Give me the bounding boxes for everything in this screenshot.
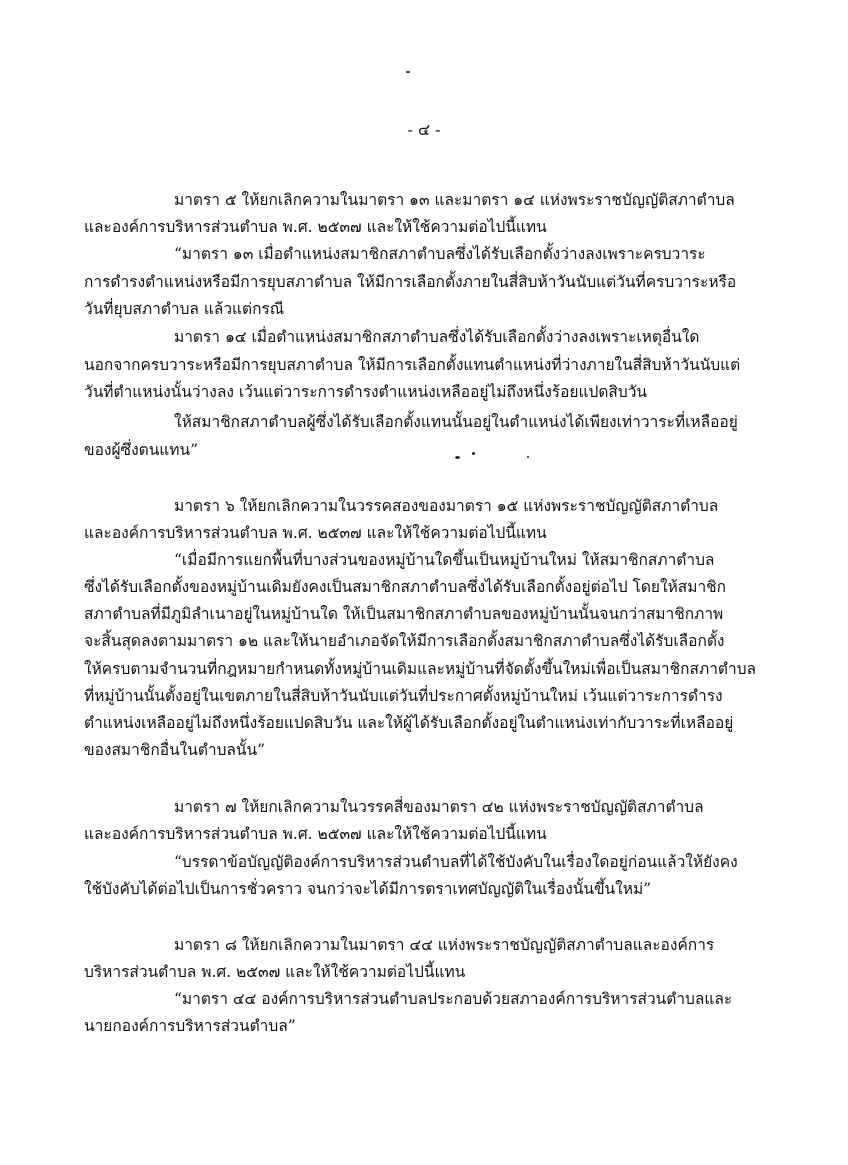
paragraph-line: นอกจากครบวาระหรือมีการยุบสภาตำบล ให้มีการเลือกตั้งแทนตำแหน่งที่ว่างภายในสี่สิบห้าวันนับแต่ [84,356,741,374]
paragraph-line: การดำรงตำแหน่งหรือมีการยุบสภาตำบล ให้มีการเลือกตั้งภายในสี่สิบห้าวันนับแต่วันที่ครบวาระหรือ [84,273,737,291]
paragraph-line: “บรรดาข้อบัญญัติองค์การบริหารส่วนตำบลที่ได้ใช้บังคับในเรื่องใดอยู่ก่อนแล้วให้ยังคง [174,853,738,871]
paragraph-line: จะสิ้นสุดลงตามมาตรา ๑๒ และให้นายอำเภอจัดให้มีการเลือกตั้งสมาชิกสภาตำบลซึ่งได้รับเลือกตั้ง [84,632,725,650]
paragraph-line: ของผู้ซึ่งตนแทน” [84,441,199,459]
paragraph-line: ให้สมาชิกสภาตำบลผู้ซึ่งได้รับเลือกตั้งแทนนั้นอยู่ในตำแหน่งได้เพียงเท่าวาระที่เหลืออยู่ [174,413,738,431]
paragraph-line: ซึ่งได้รับเลือกตั้งของหมู่บ้านเดิมยังคงเป็นสมาชิกสภาตำบลซึ่งได้รับเลือกตั้งอยู่ต่อไป โดยให้สมาชิก [84,578,727,596]
paragraph-line: ให้ครบตามจำนวนที่กฎหมายกำหนดทั้งหมู่บ้านเดิมและหมู่บ้านที่จัดตั้งขึ้นใหม่เพื่อเป็นสมาชิกสภาตำบล [84,660,757,678]
paragraph-line: สภาตำบลที่มีภูมิลำเนาอยู่ในหมู่บ้านใด ให้เป็นสมาชิกสภาตำบลของหมู่บ้านนั้นจนกว่าสมาชิกภาพ [84,605,724,623]
paragraph-line: มาตรา ๕ ให้ยกเลิกความในมาตรา ๑๓ และมาตรา ๑๔ แห่งพระราชบัญญัติสภาตำบล [174,191,735,209]
paragraph-line: “มาตรา ๑๓ เมื่อตำแหน่งสมาชิกสภาตำบลซึ่งได้รับเลือกตั้งว่างลงเพราะครบวาระ [174,245,706,263]
scan-speck [527,456,529,458]
paragraph-line: ใช้บังคับได้ต่อไปเป็นการชั่วคราว จนกว่าจะได้มีการตราเทศบัญญัติในเรื่องนั้นขึ้นใหม่” [84,880,652,898]
paragraph-line: มาตรา ๖ ให้ยกเลิกความในวรรคสองของมาตรา ๑๕ แห่งพระราชบัญญัติสภาตำบล [174,497,719,515]
paragraph-line: และองค์การบริหารส่วนตำบล พ.ศ. ๒๕๓๗ และให้ใช้ความต่อไปนี้แทน [84,218,547,236]
paragraph-line: “เมื่อมีการแยกพื้นที่บางส่วนของหมู่บ้านใดขึ้นเป็นหมู่บ้านใหม่ ให้สมาชิกสภาตำบล [174,551,715,569]
paragraph-line: และองค์การบริหารส่วนตำบล พ.ศ. ๒๕๓๗ และให้ใช้ความต่อไปนี้แทน [84,825,547,843]
paragraph-line: และองค์การบริหารส่วนตำบล พ.ศ. ๒๕๓๗ และให้ใช้ความต่อไปนี้แทน [84,524,547,542]
paragraph-line: มาตรา ๗ ให้ยกเลิกความในวรรคสี่ของมาตรา ๔๒ แห่งพระราชบัญญัติสภาตำบล [174,798,704,816]
scan-speck [472,452,475,455]
scan-speck [406,71,410,73]
paragraph-line: นายกองค์การบริหารส่วนตำบล” [84,1017,296,1035]
paragraph-line: วันที่ตำแหน่งนั้นว่างลง เว้นแต่วาระการดำรงตำแหน่งเหลืออยู่ไม่ถึงหนึ่งร้อยแปดสิบวัน [84,383,648,401]
paragraph-line: บริหารส่วนตำบล พ.ศ. ๒๕๓๗ และให้ใช้ความต่อไปนี้แทน [84,963,466,981]
scan-speck [455,456,460,459]
paragraph-line: วันที่ยุบสภาตำบล แล้วแต่กรณี [84,300,285,318]
paragraph-line: ที่หมู่บ้านนั้นตั้งอยู่ในเขตภายในสี่สิบห้าวันนับแต่วันที่ประกาศตั้งหมู่บ้านใหม่ เว้นแต่วาระการดำรง [84,687,723,705]
page-number: - ๔ - [407,120,441,139]
paragraph-line: “มาตรา ๔๔ องค์การบริหารส่วนตำบลประกอบด้วยสภาองค์การบริหารส่วนตำบลและ [174,990,733,1008]
paragraph-line: มาตรา ๘ ให้ยกเลิกความในมาตรา ๔๔ แห่งพระราชบัญญัติสภาตำบลและองค์การ [174,936,715,954]
paragraph-line: ของสมาชิกอื่นในตำบลนั้น” [84,741,266,759]
paragraph-line: ตำแหน่งเหลืออยู่ไม่ถึงหนึ่งร้อยแปดสิบวัน และให้ผู้ได้รับเลือกตั้งอยู่ในตำแหน่งเท่ากับวาระที่เหลืออยู่ [84,714,734,732]
paragraph-line: มาตรา ๑๔ เมื่อตำแหน่งสมาชิกสภาตำบลซึ่งได้รับเลือกตั้งว่างลงเพราะเหตุอื่นใด [174,328,700,346]
